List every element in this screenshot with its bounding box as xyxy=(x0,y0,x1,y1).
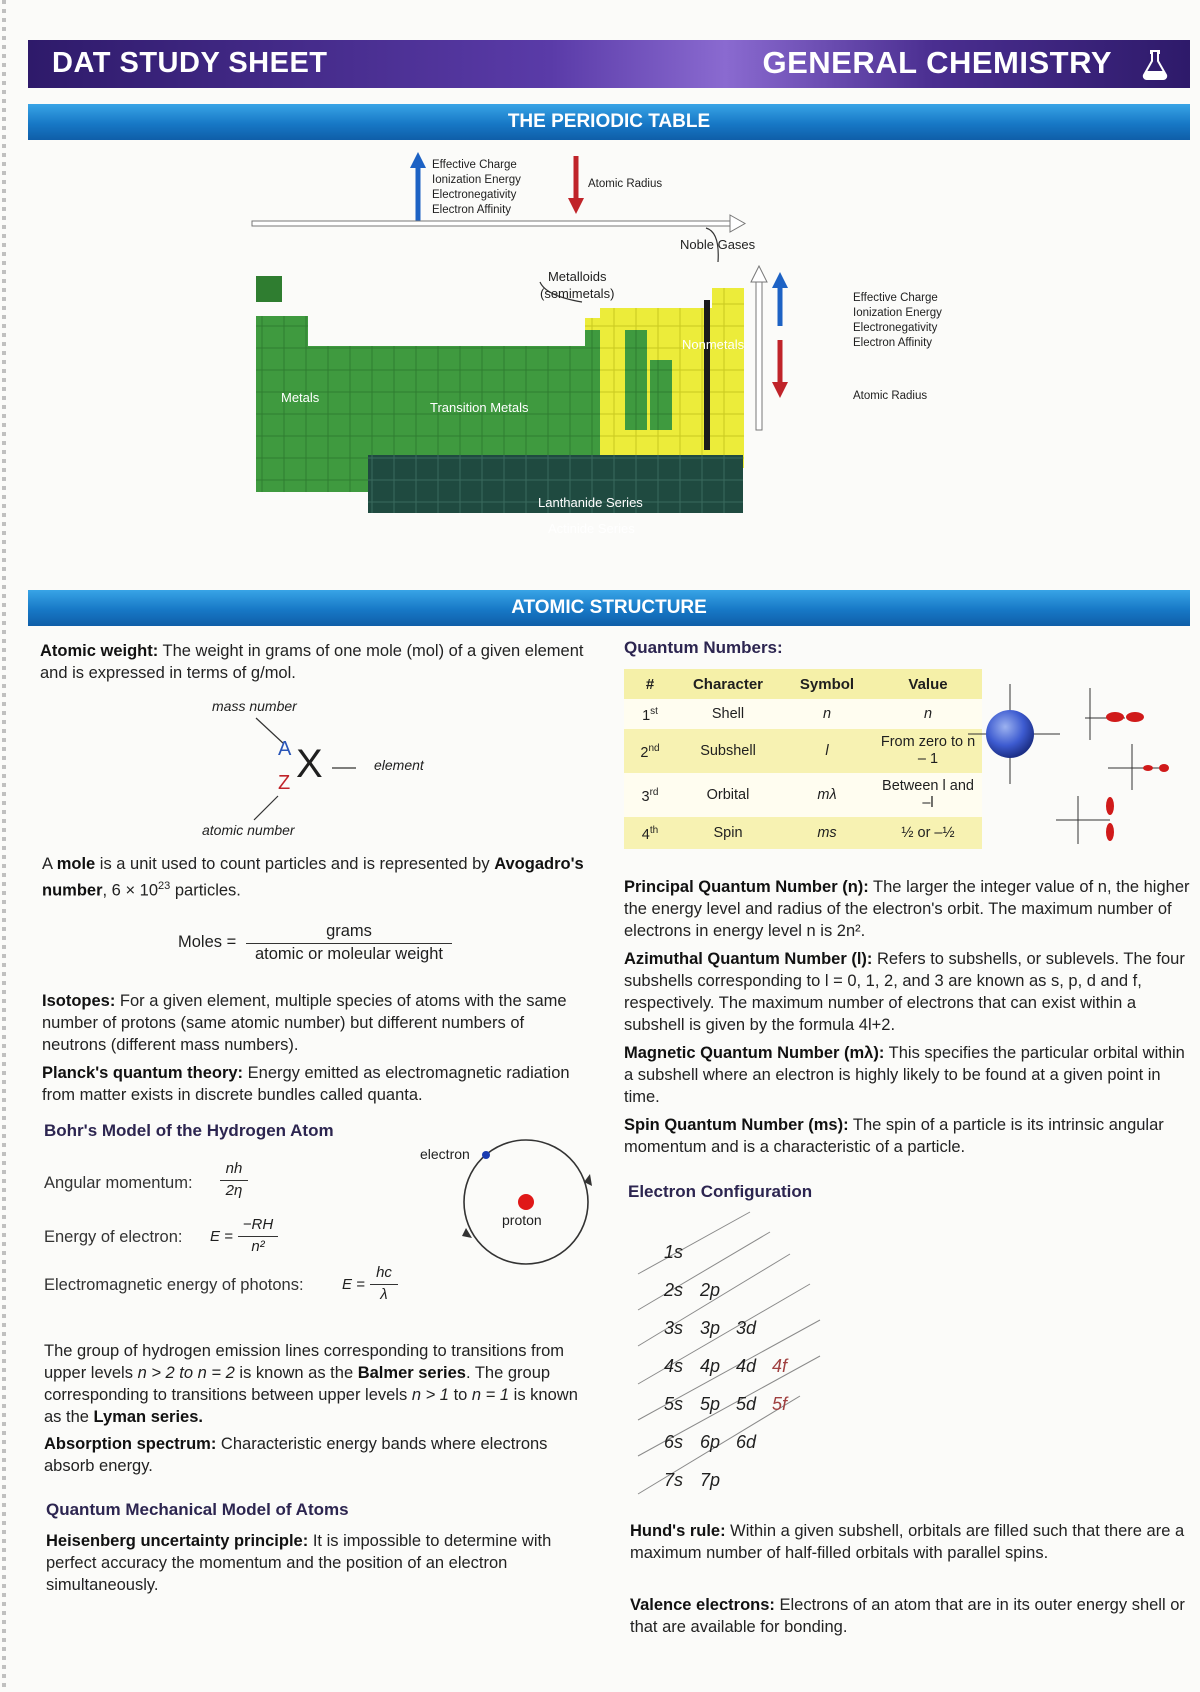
electron-label: electron xyxy=(420,1146,470,1162)
periodic-table-section-bar: THE PERIODIC TABLE xyxy=(28,104,1190,140)
fraction-line xyxy=(246,943,452,944)
electron-config-heading: Electron Configuration xyxy=(628,1182,813,1201)
photon-energy-label: Electromagnetic energy of photons: xyxy=(44,1276,304,1294)
moles-formula-numerator: grams xyxy=(326,922,372,940)
element-symbol: X xyxy=(296,742,323,786)
moles-formula-denominator: atomic or moleular weight xyxy=(255,945,443,963)
config-row: 1s xyxy=(664,1242,684,1262)
flask-icon xyxy=(1138,47,1172,81)
page-header xyxy=(28,40,1190,88)
config-row: 7s 7p xyxy=(664,1470,721,1490)
principal-quantum-number: Principal Quantum Number (n): The larger the integer value of n, the higher the energy level and radius of the electron's orbit. The maximum number of electrons in energy level n is 2n². xyxy=(624,878,1190,940)
quantum-numbers-table xyxy=(624,669,982,849)
magnetic-quantum-number: Magnetic Quantum Number (mλ): This specifies the particular orbital within a subshell where an electron is highly likely to be found at a given point in time. xyxy=(624,1044,1185,1106)
proton-dot xyxy=(518,1194,534,1210)
top-trend-down-label: Atomic Radius xyxy=(588,178,663,190)
config-row: 5s 5p 5d 5f xyxy=(664,1394,788,1414)
valence-electrons: Valence electrons: Electrons of an atom that are in its outer energy shell or that are available for bonding. xyxy=(630,1596,1185,1636)
table-header: Symbol xyxy=(780,669,874,699)
study-sheet-page: DAT STUDY SHEET GENERAL CHEMISTRY THE PERIODIC TABLE Effective Charge Ionization Energy Electronegativity Electron Affinity Atomic Radius Noble Gases Metalloids (semimetals) Nonmetals Metals Transition Metals Lanthanide Series Actinide Series Effective Charge Ionization Energy Electronegativity Electron Affinity Atomic Radius ATOMIC STRUCTURE Atomic weight: The weight in grams of one mole (mol) of a given element and is expressed in terms of g/mol. mass number atomic number element A Z X A mole is a unit used to count particles and is represented by Avogadro's number, $6 \times 10^{23}$ particles. Moles = grams atomic or moleular weight Isotopes: For a given element, multiple species of atoms with the same number of protons (same atomic number) but different numbers of neutrons (different mass numbers). Planck's quantum theory: Energy emitted as electromagnetic radiation from matter exists in discrete bundles called quanta. Bohr's Model of the Hydrogen Atom Angular momentum: nh 2η Energy of electron: E = −RH n² Electromagnetic energy of photons: E = hc λ electron proton The group of hydrogen emission lines corresponding to transitions from upper levels n > 2 to n = 2 is known as the Balmer series. The group corresponding to transitions between upper levels n > 1 to n = 1 is known as the Lyman series. Absorption spectrum: Characteristic energy bands where electrons absorb energy. Quantum Mechanical Model of Atoms Heisenberg uncertainty principle: It is impossible to determine with perfect accuracy the momentum and the position of an electron simultaneously. Quantum Numbers: # Character Symbol Value 1st Shell n n 2nd Subshell l From zero to n – 1 3rd Orbital mλ Between l and –l 4th Spin ms ½ or –½ Principal Quantum Number (n): The larger the integer value of n, the higher the energy level and radius of the electron's orbit. The maximum number of electrons in energy level n is 2n². Azimuthal Quantum Number (l): Refers to subshells, or sublevels. The four subshells corresponding to l = 0, 1, 2, and 3 are known as s, p, d and f, respectively. The maximum number of electrons that can exist within a subshell is given by the formula 4l+2. Magnetic Quantum Number (mλ): This specifies the particular orbital within a subshell where an electron is highly likely to be found at a given point in time. Spin Quantum Number (ms): The spin of a particle is its intrinsic angular momentum and is a characteristic of a particle. Electron Configuration 1s 2s 2p 3s 3p 3d 4s 4p 4d 4f 5s 5p 5d 5f 6s 6p 6d 7s 7p Hund's rule: Within a given subshell, orbitals are filled such that there are a maximum number of half-filled orbitals with parallel spins. Valence electrons: Electrons of an atom that are in its outer energy shell or that are available for bonding. xyxy=(0,0,1200,1692)
mole-definition: A mole is a unit used to count particles and is represented by Avogadro's number, $6 \times 10^{23}$ particles. xyxy=(42,855,584,900)
s-orbital-icon xyxy=(986,710,1034,758)
spin-quantum-number: Spin Quantum Number (ms): The spin of a particle is its intrinsic angular momentum and is a characteristic of a particle. xyxy=(624,1116,1164,1156)
actinide-label: Actinide Series xyxy=(548,521,635,536)
energy-num: −RH xyxy=(242,1216,274,1233)
mass-number-label: mass number xyxy=(212,698,297,714)
config-row: 6s 6p 6d xyxy=(664,1432,757,1452)
noble-gases-column xyxy=(712,288,744,468)
noble-gases-label: Noble Gases xyxy=(680,237,756,252)
photon-num: hc xyxy=(376,1264,392,1281)
energy-den: n² xyxy=(251,1238,265,1255)
orbital-illustrations xyxy=(960,680,1185,850)
table-header: # xyxy=(624,669,676,699)
table-row: 2nd Subshell l From zero to n – 1 xyxy=(624,729,982,773)
metalloids-label: Metalloids (semimetals) xyxy=(540,269,615,301)
table-header: Character xyxy=(676,669,780,699)
table-header: Value xyxy=(874,669,982,699)
moles-formula-lhs: Moles = xyxy=(178,933,237,951)
config-row: 2s 2p xyxy=(664,1280,721,1300)
hydrogen-cell xyxy=(256,276,282,302)
qm-model-heading: Quantum Mechanical Model of Atoms xyxy=(46,1500,349,1519)
header-right-title: GENERAL CHEMISTRY xyxy=(762,45,1112,80)
electron-dot xyxy=(482,1151,490,1159)
atomic-number-symbol: Z xyxy=(278,772,291,794)
absorption-definition: Absorption spectrum: Characteristic energy bands where electrons absorb energy. xyxy=(44,1435,548,1475)
angular-num: nh xyxy=(225,1160,243,1177)
metals-label: Metals xyxy=(281,390,320,405)
isotopes-definition: Isotopes: For a given element, multiple species of atoms with the same number of protons (same atomic number) but different numbers of neutrons (different mass numbers). xyxy=(42,992,567,1054)
config-row: 3s 3p 3d xyxy=(664,1318,757,1338)
p-orbital-icon xyxy=(1106,712,1124,722)
element-label: element xyxy=(374,757,424,773)
table-row: 4th Spin ms ½ or –½ xyxy=(624,817,982,849)
lanthanide-label: Lanthanide Series xyxy=(538,495,643,510)
photon-den: λ xyxy=(380,1286,388,1303)
mass-number-symbol: A xyxy=(278,738,292,760)
planck-definition: Planck's quantum theory: Energy emitted as electromagnetic radiation from matter exists in discrete bundles called quanta. xyxy=(42,1064,570,1104)
angular-den: 2η xyxy=(225,1182,243,1199)
balmer-lyman-text: The group of hydrogen emission lines corresponding to transitions from upper levels n > 2 to n = 2 is known as the Balmer series. The group corresponding to transitions between upper levels n > 1 to n = 1 is known as the Lyman series. xyxy=(44,1342,578,1426)
table-row: 1st Shell n n xyxy=(624,699,982,729)
bohr-heading: Bohr's Model of the Hydrogen Atom xyxy=(44,1121,334,1140)
config-row: 4s 4p 4d 4f xyxy=(664,1356,788,1376)
side-trend-up-labels: Effective Charge Ionization Energy Electronegativity Electron Affinity xyxy=(853,292,942,349)
atomic-weight-definition: Atomic weight: The weight in grams of one mole (mol) of a given element and is expressed in terms of g/mol. xyxy=(40,642,584,682)
transition-metals-label: Transition Metals xyxy=(430,400,529,415)
bohr-atom-diagram xyxy=(456,1130,596,1270)
nonmetals-label: Nonmetals xyxy=(682,337,745,352)
quantum-numbers-heading: Quantum Numbers: xyxy=(624,638,783,657)
angular-momentum-label: Angular momentum: xyxy=(44,1174,193,1192)
binder-edge xyxy=(2,0,6,1692)
periodic-table-diagram xyxy=(240,150,960,550)
top-trend-up-labels: Effective Charge Ionization Energy Electronegativity Electron Affinity xyxy=(432,159,521,216)
atomic-number-label: atomic number xyxy=(202,822,295,838)
horizontal-trend-arrow xyxy=(252,221,732,226)
energy-electron-label: Energy of electron: xyxy=(44,1228,183,1246)
hunds-rule: Hund's rule: Within a given subshell, orbitals are filled such that there are a maximum number of half-filled orbitals with parallel spins. xyxy=(630,1522,1185,1562)
atomic-structure-section-bar: ATOMIC STRUCTURE xyxy=(28,590,1190,626)
azimuthal-quantum-number: Azimuthal Quantum Number (l): Refers to subshells, or sublevels. The four subshells corresponding to l = 0, 1, 2, and 3 are known as s, p, d and f, respectively. The maximum number of electrons that can exist within a subshell is given by the formula 4l+2. xyxy=(624,950,1185,1034)
heisenberg-definition: Heisenberg uncertainty principle: It is impossible to determine with perfect accuracy the momentum and the position of an electron simultaneously. xyxy=(46,1532,552,1594)
table-row: 3rd Orbital mλ Between l and –l xyxy=(624,773,982,817)
side-trend-down-label: Atomic Radius xyxy=(853,390,928,402)
header-left-title: DAT STUDY SHEET xyxy=(52,47,328,79)
electron-config-grid xyxy=(664,1234,808,1500)
proton-label: proton xyxy=(502,1212,542,1228)
